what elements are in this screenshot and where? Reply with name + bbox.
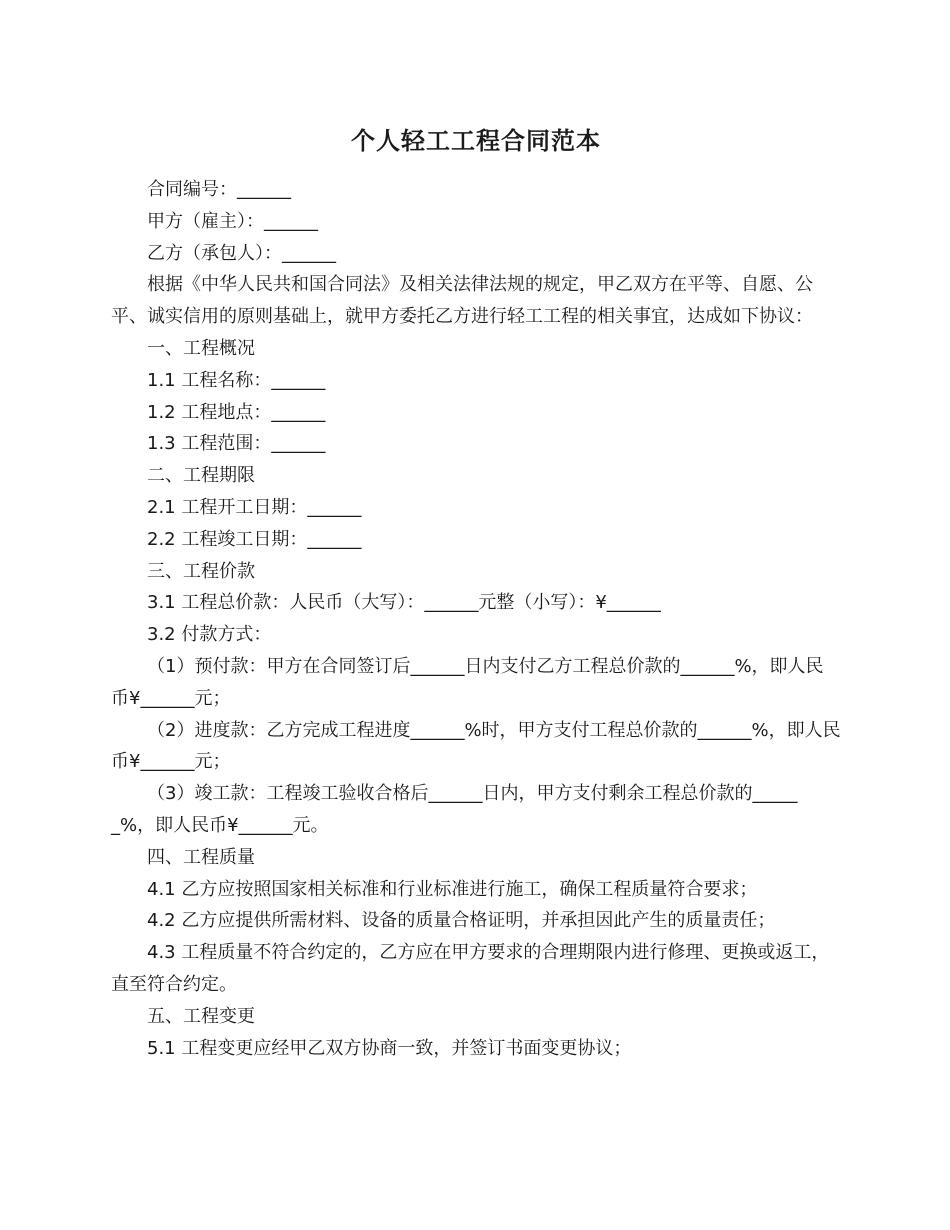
payment-item-1: （1）预付款：甲方在合同签订后______日内支付乙方工程总价款的______%，即人民币¥______元； [111, 655, 824, 709]
preamble-paragraph: 根据《中华人民共和国合同法》及相关法律法规的规定，甲乙双方在平等、自愿、公平、诚实信用的原则基础上，就甲方委托乙方进行轻工工程的相关事宜，达成如下协议： [111, 274, 813, 328]
payment-item-3: （3）竣工款：工程竣工验收合格后______日内，甲方支付剩余工程总价款的______%，即人民币¥______元。 [111, 783, 798, 836]
section-heading-4: 四、工程质量 [147, 846, 255, 868]
section-heading-2: 二、工程期限 [147, 465, 255, 487]
clause-2-2: 2.2 工程竣工日期：______ [147, 528, 362, 550]
clause-1-3: 1.3 工程范围：______ [147, 433, 326, 455]
clause-5-1: 5.1 工程变更应经甲乙双方协商一致，并签订书面变更协议； [147, 1037, 632, 1059]
document-body [111, 174, 841, 1064]
section-heading-3: 三、工程价款 [147, 560, 255, 582]
section-heading-1: 一、工程概况 [147, 337, 255, 359]
clause-3-2: 3.2 付款方式： [147, 624, 272, 646]
contract-number-line: 合同编号：______ [147, 179, 291, 200]
section-heading-5: 五、工程变更 [147, 1005, 255, 1027]
payment-item-2: （2）进度款：乙方完成工程进度______%时，甲方支付工程总价款的______%，即人民币¥______元； [111, 719, 841, 773]
clause-4-3: 4.3 工程质量不符合约定的，乙方应在甲方要求的合理期限内进行修理、更换或返工，直至符合约定。 [111, 942, 830, 995]
document-title: 个人轻工工程合同范本 [351, 127, 601, 155]
clause-1-1: 1.1 工程名称：______ [147, 369, 326, 391]
clause-4-2: 4.2 乙方应提供所需材料、设备的质量合格证明，并承担因此产生的质量责任； [147, 910, 776, 932]
clause-4-1: 4.1 乙方应按照国家相关标准和行业标准进行施工，确保工程质量符合要求； [147, 878, 758, 900]
party-a-line: 甲方（雇主）：______ [147, 210, 318, 232]
party-b-line: 乙方（承包人）：______ [147, 242, 336, 264]
clause-2-1: 2.1 工程开工日期：______ [147, 496, 362, 518]
clause-3-1: 3.1 工程总价款：人民币（大写）：______元整（小写）：¥______ [147, 592, 661, 614]
document-page [111, 122, 841, 1064]
clause-1-2: 1.2 工程地点：______ [147, 401, 326, 423]
